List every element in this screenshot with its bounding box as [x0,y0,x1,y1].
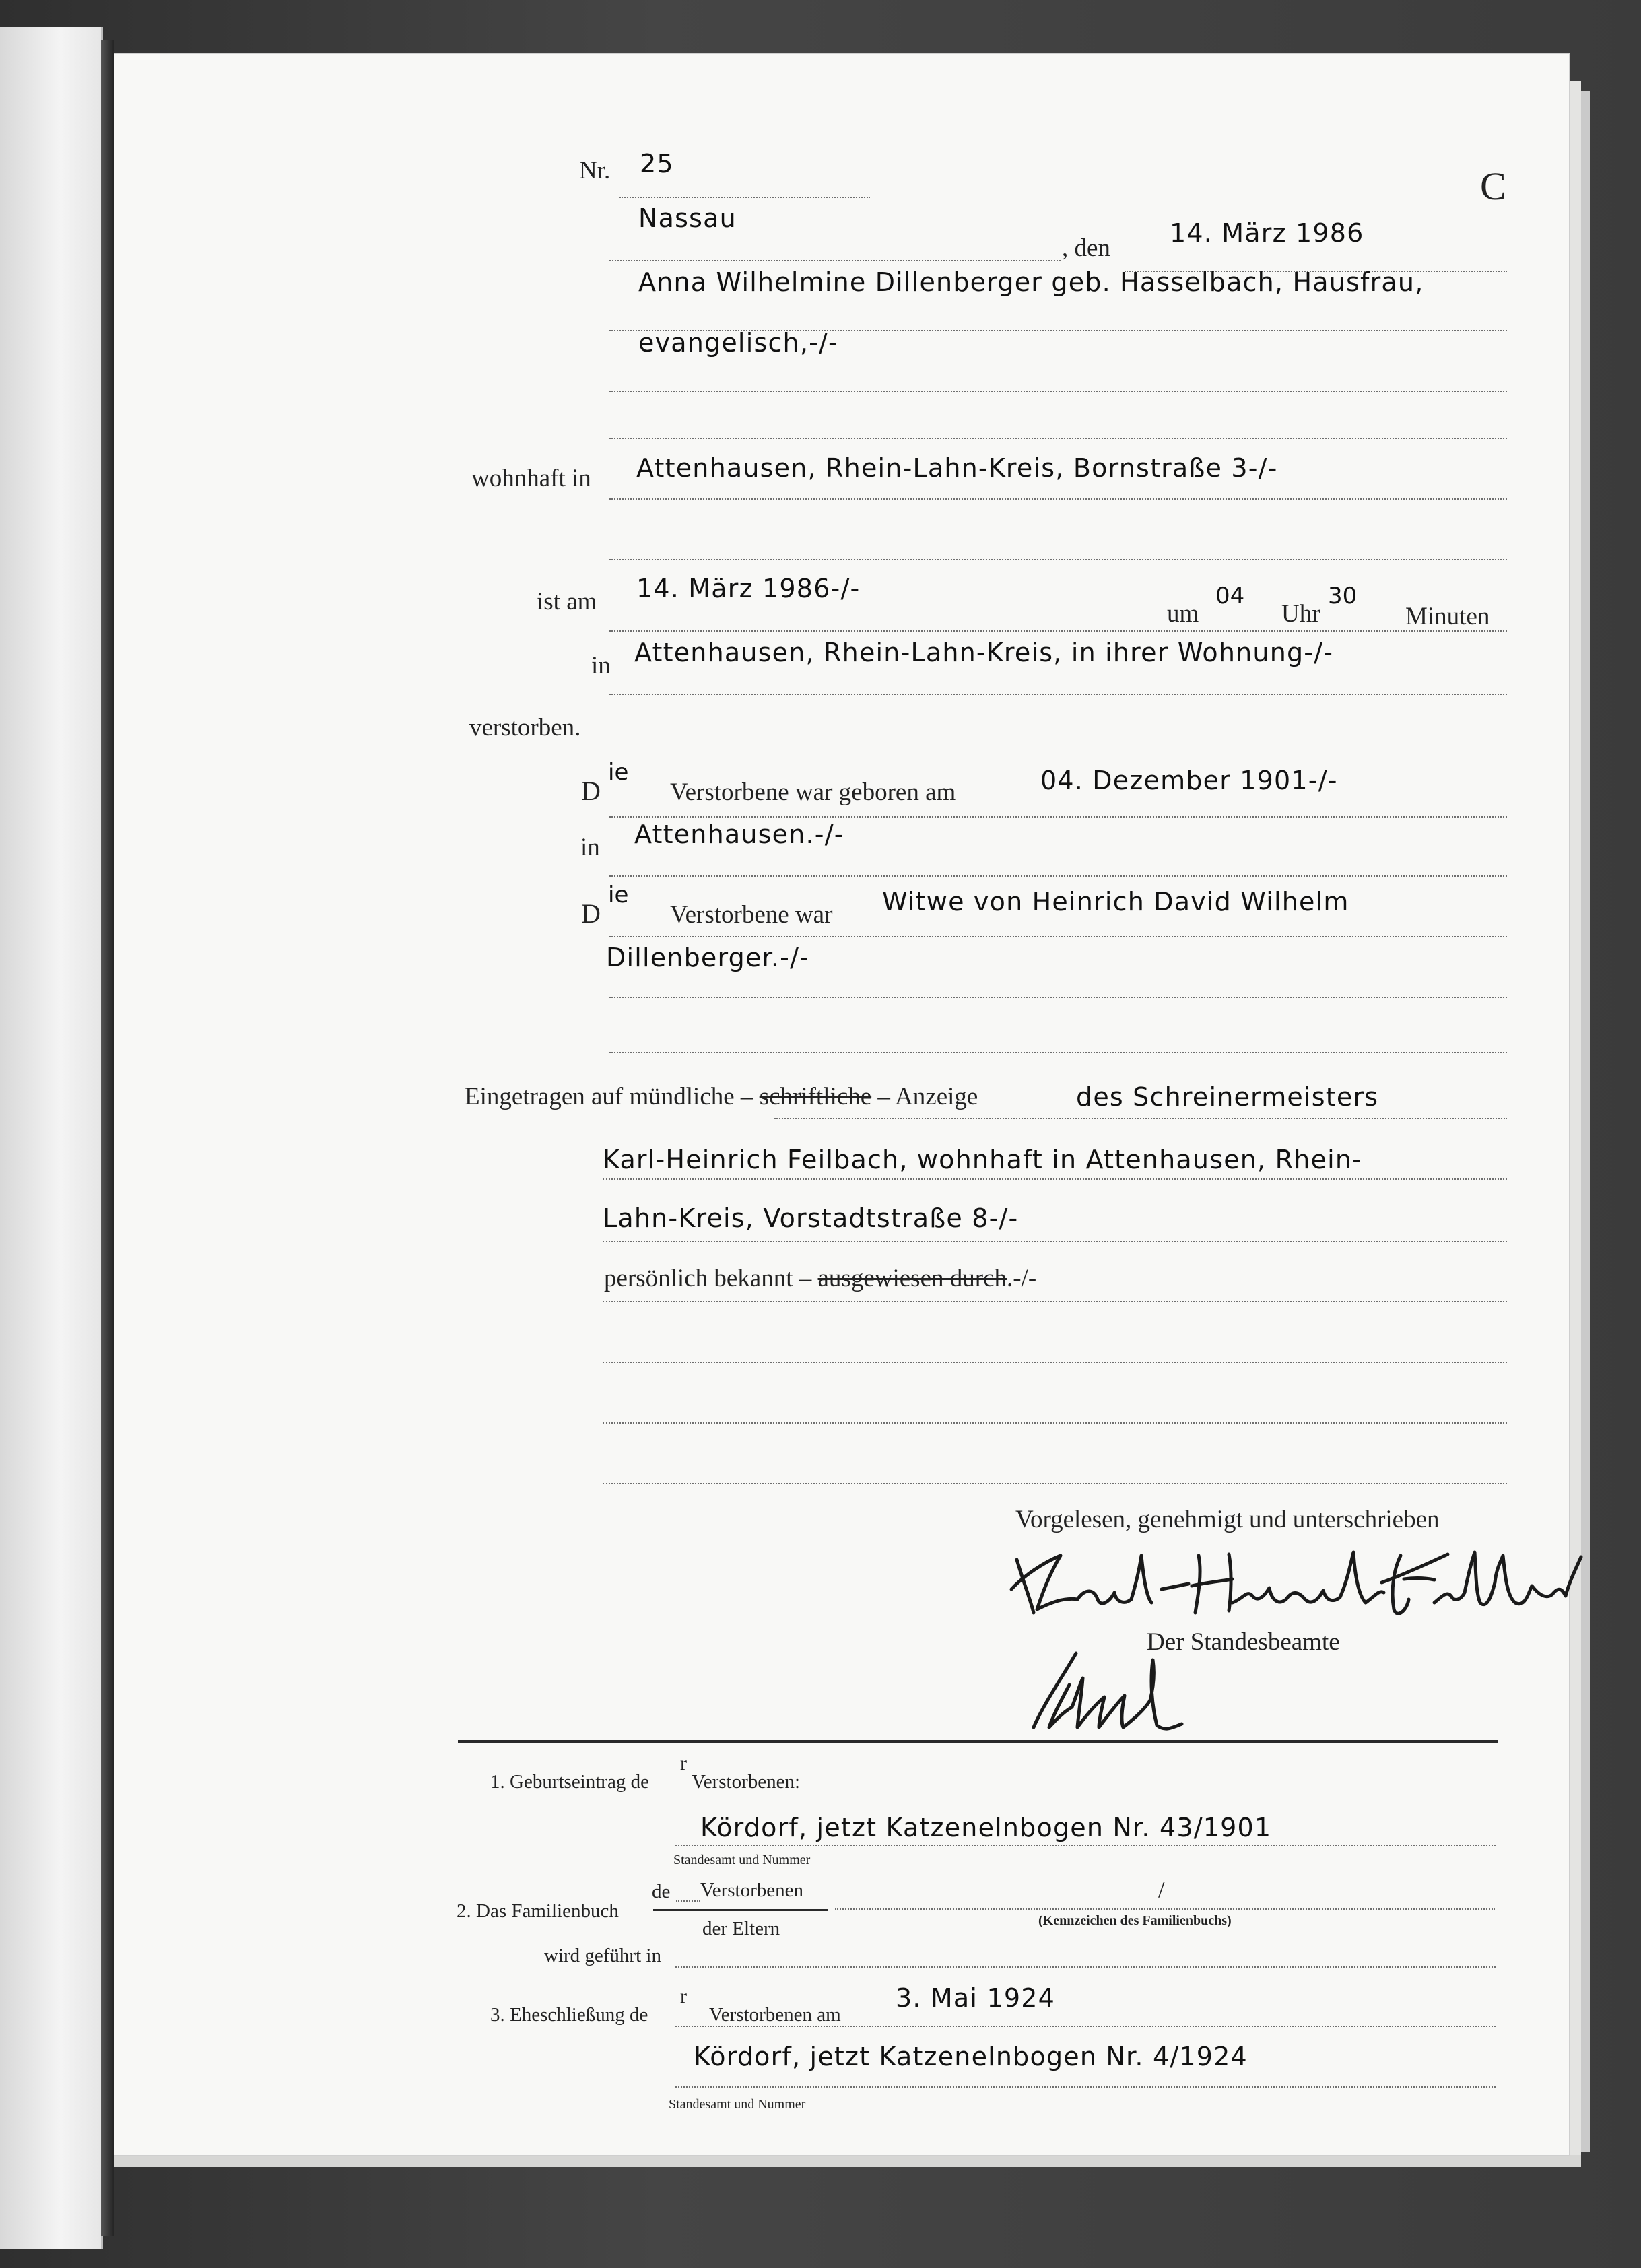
familienbuch-option-eltern: der Eltern [702,1918,780,1939]
dotted-line [676,1900,700,1902]
dotted-line [675,1845,1496,1846]
dotted-line [609,936,1507,937]
informant-signature [1007,1552,1582,1615]
death-minutes: 30 [1328,582,1358,609]
dotted-line [609,630,1507,632]
dotted-line [609,1052,1507,1053]
section-divider [458,1740,1498,1743]
dotted-line [603,1241,1507,1242]
marriage-register-ref: Kördorf, jetzt Katzenelnbogen Nr. 4/1924 [694,2042,1248,2071]
dotted-line [835,1908,1495,1910]
familienbuch-de: de [652,1881,671,1902]
entry-date: 14. März 1986 [1170,218,1364,248]
choice-divider [653,1909,828,1911]
marital-status-cont: Dillenberger.-/- [606,943,809,972]
dotted-line [609,260,1061,261]
birth-place: Attenhausen.-/- [634,820,844,849]
page-stack-edge [1581,91,1590,2152]
struck-schriftliche: schriftliche [759,1083,872,1110]
bekannt-label: persönlich bekannt – ausgewiesen durch.-/- [604,1265,1037,1292]
dotted-line [774,1118,1507,1119]
dotted-line [675,2086,1496,2088]
familienbuch-option-verstorbenen: Verstorbenen [700,1879,804,1901]
death-place: Attenhausen, Rhein-Lahn-Kreis, in ihrer Wohnung-/- [634,638,1334,667]
standesamt-caption: Standesamt und Nummer [673,1853,811,1867]
dotted-line [675,1966,1496,1968]
dotted-line [609,997,1507,998]
dotted-line [609,498,1507,500]
uhr-label: Uhr [1281,600,1320,628]
dotted-line [609,438,1507,439]
standesamt-caption-2: Standesamt und Nummer [669,2097,806,2112]
eingetragen-label: Eingetragen auf mündliche – schriftliche – Anzeige [465,1083,978,1110]
dotted-line [609,559,1507,560]
dotted-line [603,1422,1507,1424]
birth-date: 04. Dezember 1901-/- [1040,766,1338,795]
vorgelesen-text: Vorgelesen, genehmigt und unterschrieben [1015,1506,1440,1533]
page-stack-edge [1569,81,1581,2155]
registrar-signature [1034,1653,1182,1729]
ie-suffix: ie [608,759,629,786]
marital-status: Witwe von Heinrich David Wilhelm [882,887,1349,916]
familienbuch-label: 2. Das Familienbuch [457,1900,619,1922]
eheschliessung-label: 3. Eheschließung de [490,2004,648,2026]
deceased-address: Attenhausen, Rhein-Lahn-Kreis, Bornstraße 3-/- [636,453,1278,483]
deceased-name: Anna Wilhelmine Dillenberger geb. Hasselbach, Hausfrau, [638,267,1424,297]
death-date: 14. März 1986-/- [636,574,861,603]
dotted-line [609,391,1507,392]
marriage-date: 3. Mai 1924 [896,1983,1055,2013]
wird-gefuehrt-label: wird geführt in [544,1945,661,1966]
wohnhaft-label: wohnhaft in [471,465,591,492]
struck-ausgewiesen: ausgewiesen durch [817,1265,1007,1292]
entry-number: 25 [640,149,674,178]
eheschliessung-sup: r [680,1985,687,2007]
dotted-line [603,1362,1507,1363]
dotted-line [619,197,870,198]
informant-occupation: des Schreinermeisters [1076,1082,1379,1112]
left-page-edge [0,27,103,2249]
geburtseintrag-label-end: Verstorbenen: [692,1771,801,1793]
familienbuch-slash: / [1158,1877,1165,1902]
dotted-line [603,1178,1507,1180]
nr-label: Nr. [579,157,611,185]
geburtseintrag-label: 1. Geburtseintrag de [490,1771,649,1793]
ist-am-label: ist am [537,588,597,615]
informant-name: Karl-Heinrich Feilbach, wohnhaft in Attenhausen, Rhein- [603,1145,1363,1174]
book-binding [101,40,114,2236]
ie-suffix: ie [608,881,629,908]
dotted-line [603,1301,1507,1302]
registry-place: Nassau [638,203,737,233]
dotted-line [609,816,1507,818]
um-label: um [1167,600,1199,628]
dotted-line [675,2026,1496,2027]
eheschliessung-label-end: Verstorbenen am [709,2004,841,2026]
death-in-label: in [591,652,611,679]
status-war-label: Verstorbene war [670,901,833,929]
death-hour: 04 [1215,582,1245,609]
deceased-religion: evangelisch,-/- [638,328,838,358]
den-label: , den [1062,234,1110,262]
birth-in-label: in [580,834,600,861]
geburtseintrag-sup: r [680,1752,687,1774]
dotted-line [603,1483,1507,1484]
geboren-label: Verstorbene war geboren am [670,778,956,806]
familienbuch-caption: (Kennzeichen des Familienbuchs) [1038,1913,1232,1928]
dotted-line [609,694,1507,695]
form-letter: C [1480,164,1506,208]
d-label: D [581,776,601,806]
informant-address: Lahn-Kreis, Vorstadtstraße 8-/- [603,1203,1019,1233]
verstorben-label: verstorben. [469,714,581,741]
d-label: D [581,898,601,929]
dotted-line [609,875,1507,877]
birth-register-ref: Kördorf, jetzt Katzenelnbogen Nr. 43/1901 [700,1813,1272,1842]
minuten-label: Minuten [1405,603,1490,630]
standesbeamte-label: Der Standesbeamte [1147,1628,1340,1656]
page-stack-bottom [114,2155,1581,2167]
